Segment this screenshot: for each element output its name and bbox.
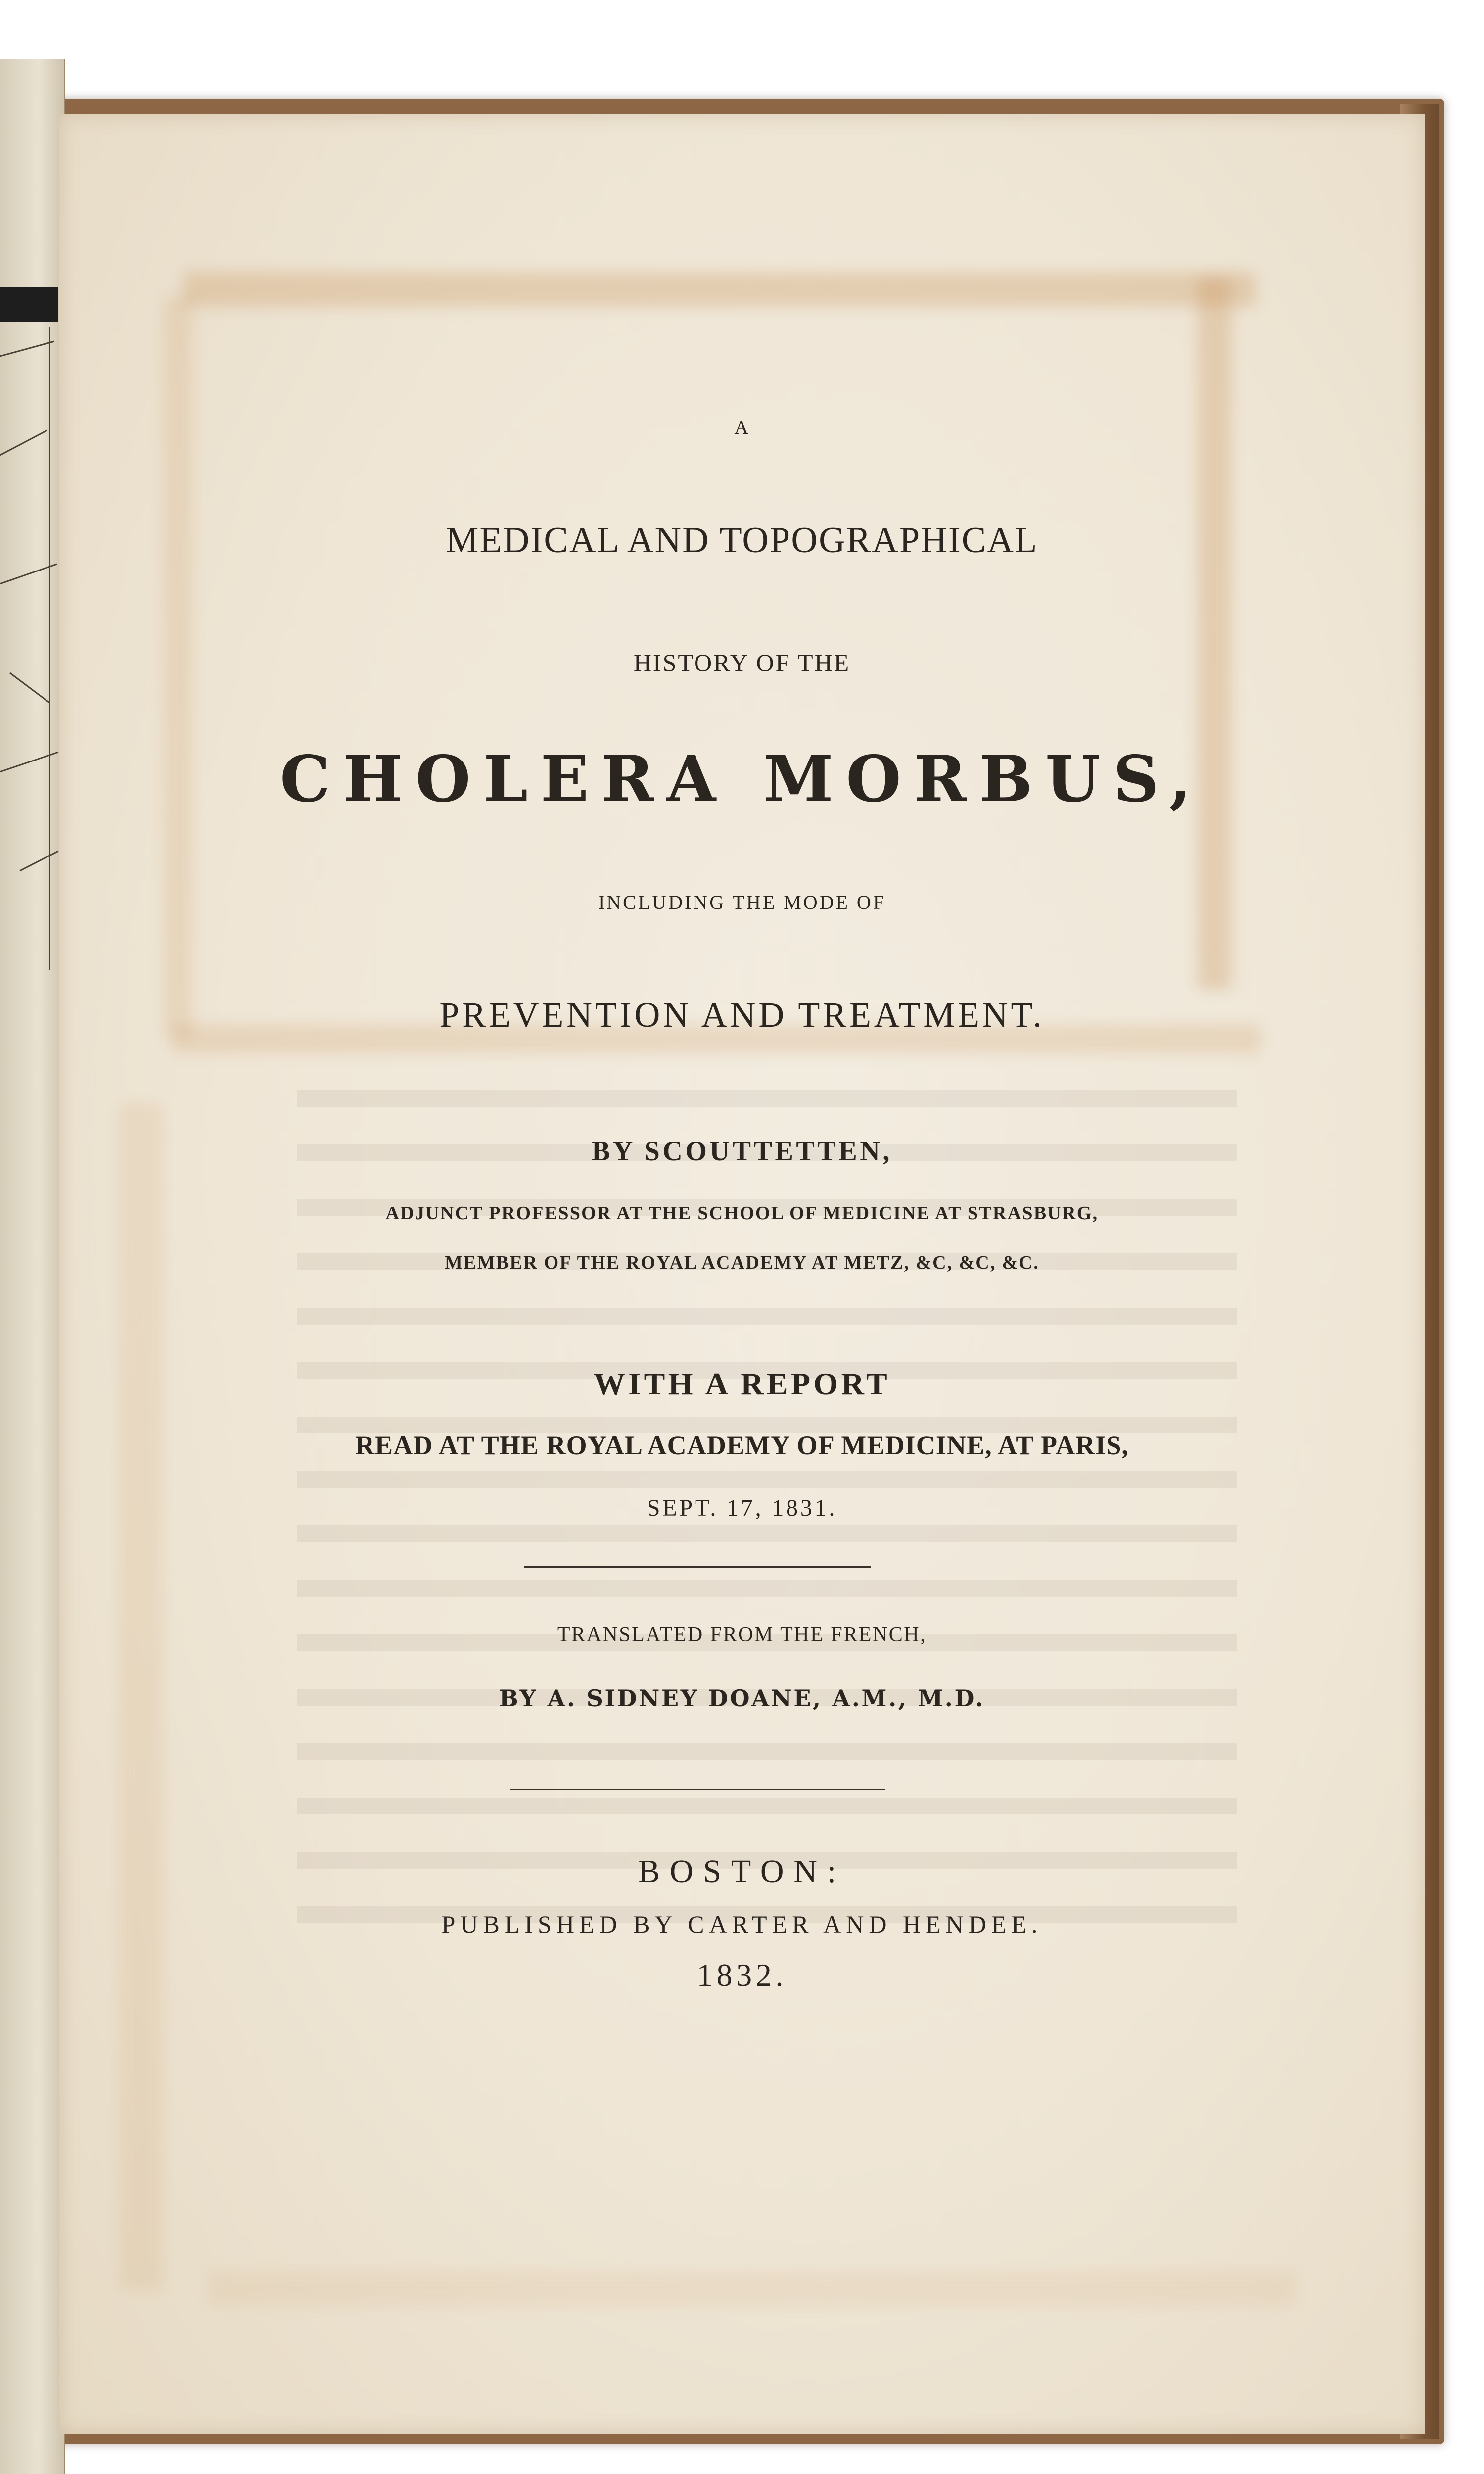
- divider-rule-2: [510, 1789, 885, 1790]
- imprint-publisher: PUBLISHED BY CARTER AND HENDEE.: [441, 1910, 1043, 1938]
- title-main: CHOLERA MORBUS,: [280, 742, 1204, 816]
- title-article: A: [734, 416, 750, 438]
- title-line-2: HISTORY OF THE: [633, 649, 851, 676]
- subtitle-line-2: PREVENTION AND TREATMENT.: [439, 995, 1045, 1035]
- imprint-year: 1832.: [696, 1957, 788, 1993]
- subtitle-line-1: INCLUDING THE MODE OF: [598, 891, 886, 913]
- stain-right-vertical: [1197, 277, 1232, 990]
- stain-top-band: [183, 272, 1256, 307]
- divider-rule-1: [524, 1566, 871, 1568]
- title-line-1: MEDICAL AND TOPOGRAPHICAL: [446, 520, 1038, 561]
- report-line: READ AT THE ROYAL ACADEMY OF MEDICINE, AT PARIS,: [355, 1430, 1129, 1460]
- author-description-1: ADJUNCT PROFESSOR AT THE SCHOOL OF MEDICINE AT STRASBURG,: [385, 1203, 1099, 1224]
- facing-page: [0, 59, 65, 2474]
- report-date: SEPT. 17, 1831.: [647, 1495, 837, 1521]
- imprint-city: BOSTON:: [638, 1854, 846, 1890]
- translated-note: TRANSLATED FROM THE FRENCH,: [557, 1623, 927, 1646]
- translator: BY A. SIDNEY DOANE, A.M., M.D.: [499, 1685, 985, 1712]
- map-fragment: [0, 327, 59, 970]
- map-border-band: [0, 287, 58, 322]
- stain-bottom: [208, 2271, 1296, 2306]
- title-page: [59, 114, 1425, 2434]
- report-heading: WITH A REPORT: [593, 1366, 891, 1401]
- author-description-2: MEMBER OF THE ROYAL ACADEMY AT METZ, &C, &C, &C.: [444, 1252, 1039, 1273]
- author: BY SCOUTTETTEN,: [592, 1136, 892, 1167]
